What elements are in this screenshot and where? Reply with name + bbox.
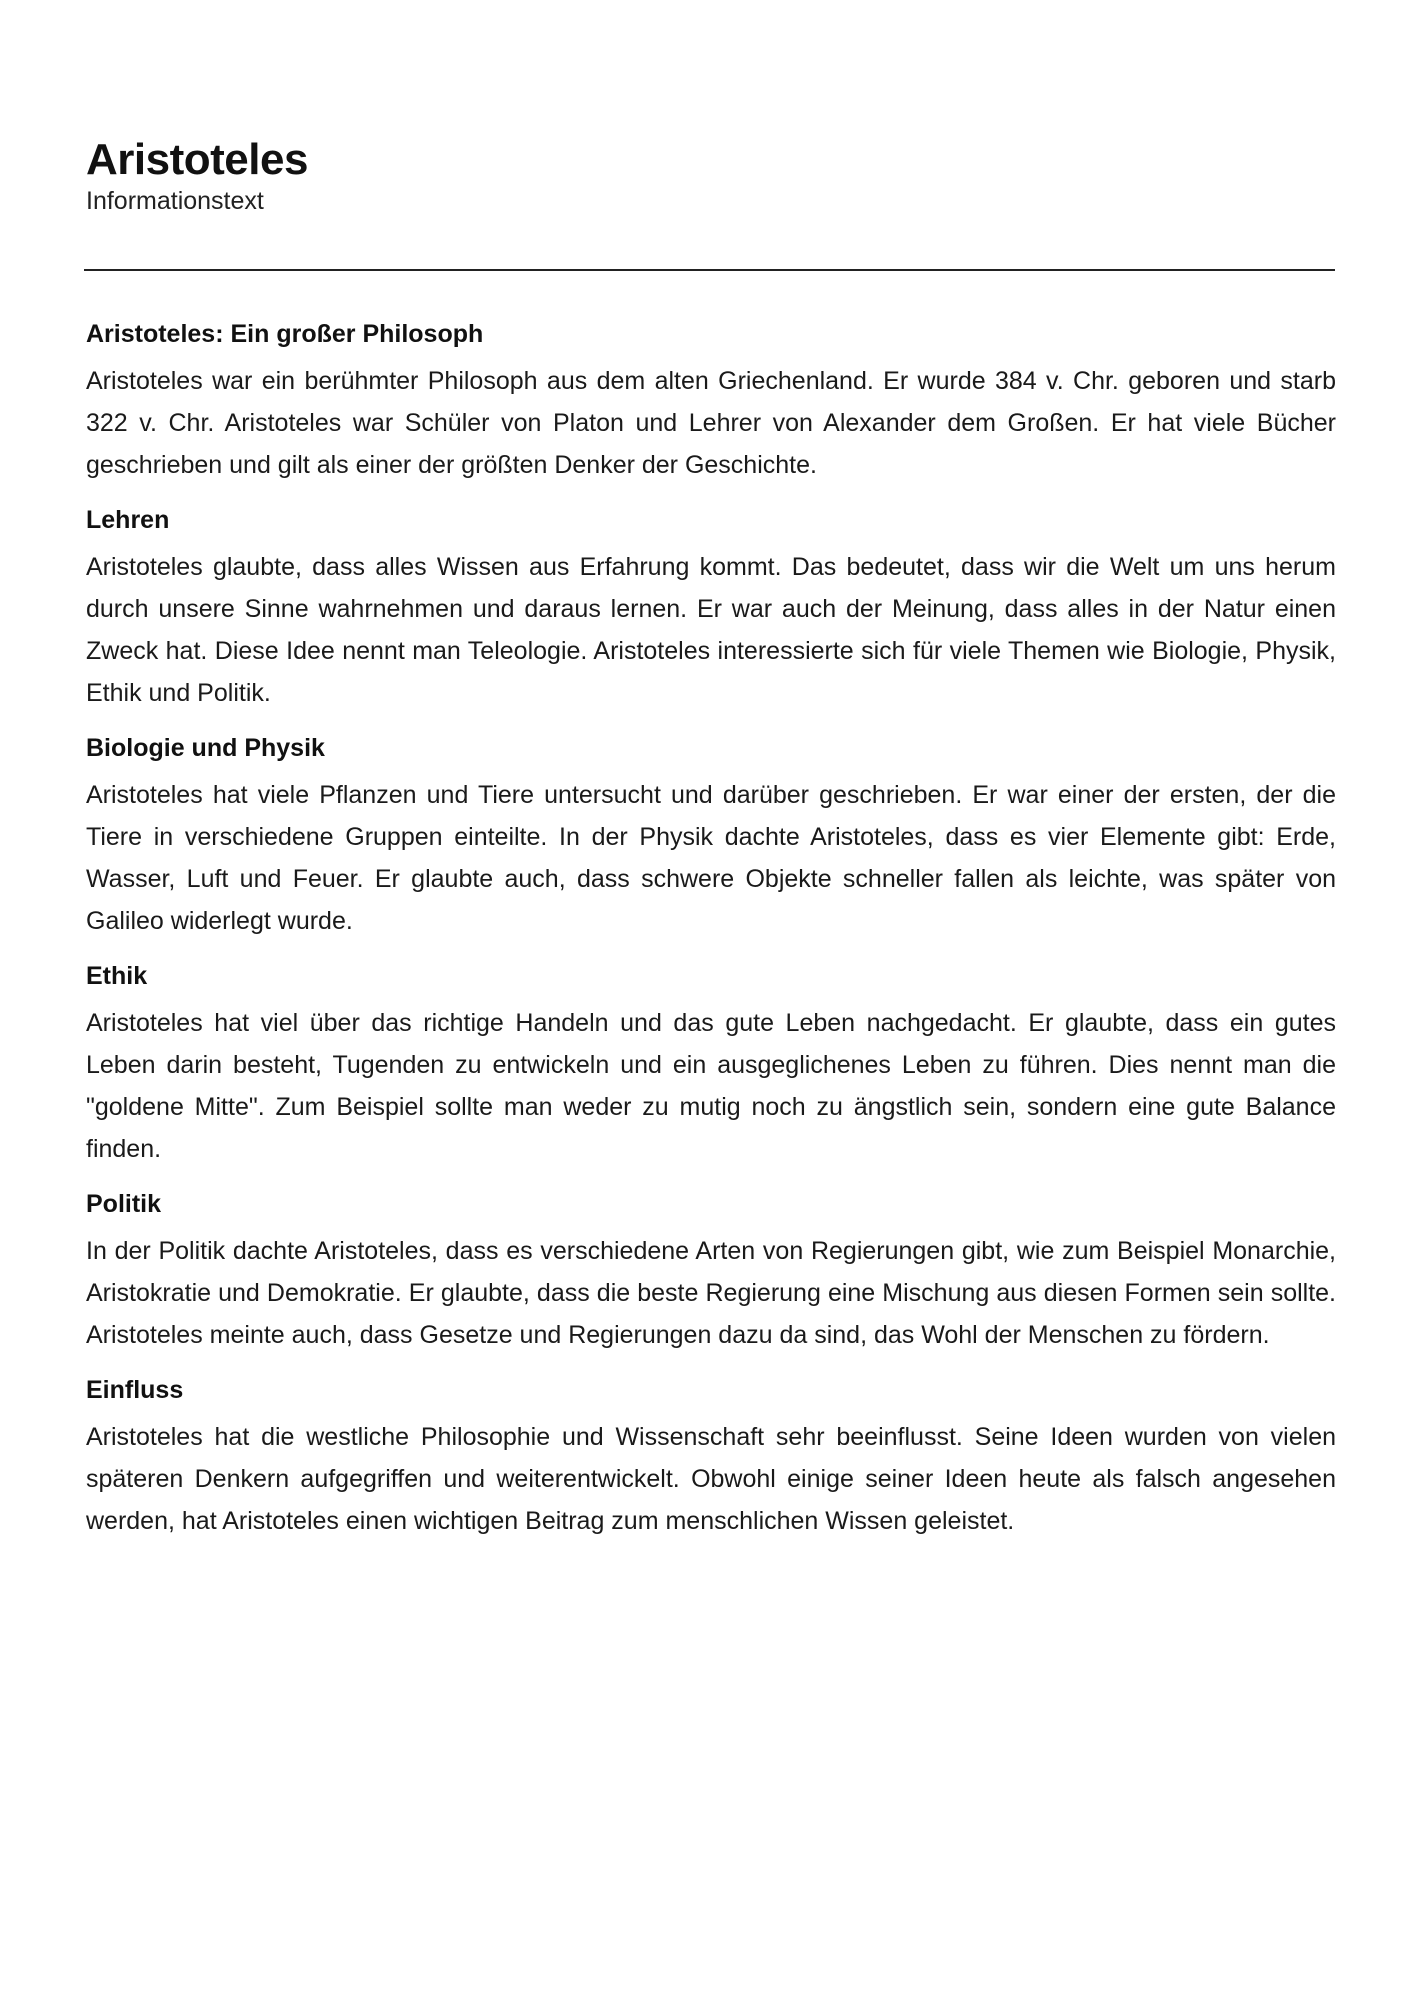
- section-body: Aristoteles war ein berühmter Philosoph aus dem alten Griechenland. Er wurde 384 v. Chr. geboren und starb 322 v. Chr. Aristoteles war Schüler von Platon und Lehrer von Alexander dem Großen. Er hat viele Bücher geschrieben und gilt als einer der größten Denker der Geschichte.: [86, 367, 1336, 479]
- section-body: In der Politik dachte Aristoteles, dass es verschiedene Arten von Regierungen gibt, wie zum Beispiel Monarchie, Aristokratie und Demokratie. Er glaubte, dass die beste Regierung eine Mischung aus diesen Formen sein sollte. Aristoteles meinte auch, dass Gesetze und Regierungen dazu da sind, das Wohl der Menschen zu fördern.: [86, 1237, 1336, 1349]
- document-title: Aristoteles: [86, 135, 308, 184]
- section-heading: Biologie und Physik: [86, 734, 325, 762]
- section-biologie-physik: [86, 732, 1336, 942]
- section-heading: Lehren: [86, 506, 170, 534]
- section-body: Aristoteles hat viel über das richtige Handeln und das gute Leben nachgedacht. Er glaubte, dass ein gutes Leben darin besteht, Tugenden zu entwickeln und ein ausgeglichenes Leben zu führen. Dies nennt man die "goldene Mitte". Zum Beispiel sollte man weder zu mutig noch zu ängstlich sein, sondern eine gute Balance finden.: [86, 1009, 1336, 1163]
- section-intro: [86, 318, 1336, 486]
- section-einfluss: [86, 1374, 1336, 1542]
- document-header: [86, 134, 1336, 216]
- document-subtitle: Informationstext: [86, 187, 264, 215]
- section-body: Aristoteles glaubte, dass alles Wissen aus Erfahrung kommt. Das bedeutet, dass wir die Welt um uns herum durch unsere Sinne wahrnehmen und daraus lernen. Er war auch der Meinung, dass alles in der Natur einen Zweck hat. Diese Idee nennt man Teleologie. Aristoteles interessierte sich für viele Themen wie Biologie, Physik, Ethik und Politik.: [86, 553, 1336, 707]
- header-divider: [84, 269, 1335, 271]
- section-body: Aristoteles hat viele Pflanzen und Tiere untersucht und darüber geschrieben. Er war einer der ersten, der die Tiere in verschiedene Gruppen einteilte. In der Physik dachte Aristoteles, dass es vier Elemente gibt: Erde, Wasser, Luft und Feuer. Er glaubte auch, dass schwere Objekte schneller fallen als leichte, was später von Galileo widerlegt wurde.: [86, 781, 1336, 935]
- section-heading: Politik: [86, 1190, 162, 1218]
- section-body: Aristoteles hat die westliche Philosophie und Wissenschaft sehr beeinflusst. Seine Ideen wurden von vielen späteren Denkern aufgegriffen und weiterentwickelt. Obwohl einige seiner Ideen heute als falsch angesehen werden, hat Aristoteles einen wichtigen Beitrag zum menschlichen Wissen geleistet.: [86, 1423, 1336, 1535]
- section-heading: Aristoteles: Ein großer Philosoph: [86, 320, 484, 348]
- section-ethik: [86, 960, 1336, 1170]
- section-lehren: [86, 504, 1336, 714]
- section-politik: [86, 1188, 1336, 1356]
- document-content: [86, 318, 1336, 1560]
- section-heading: Einfluss: [86, 1376, 184, 1404]
- section-heading: Ethik: [86, 962, 148, 990]
